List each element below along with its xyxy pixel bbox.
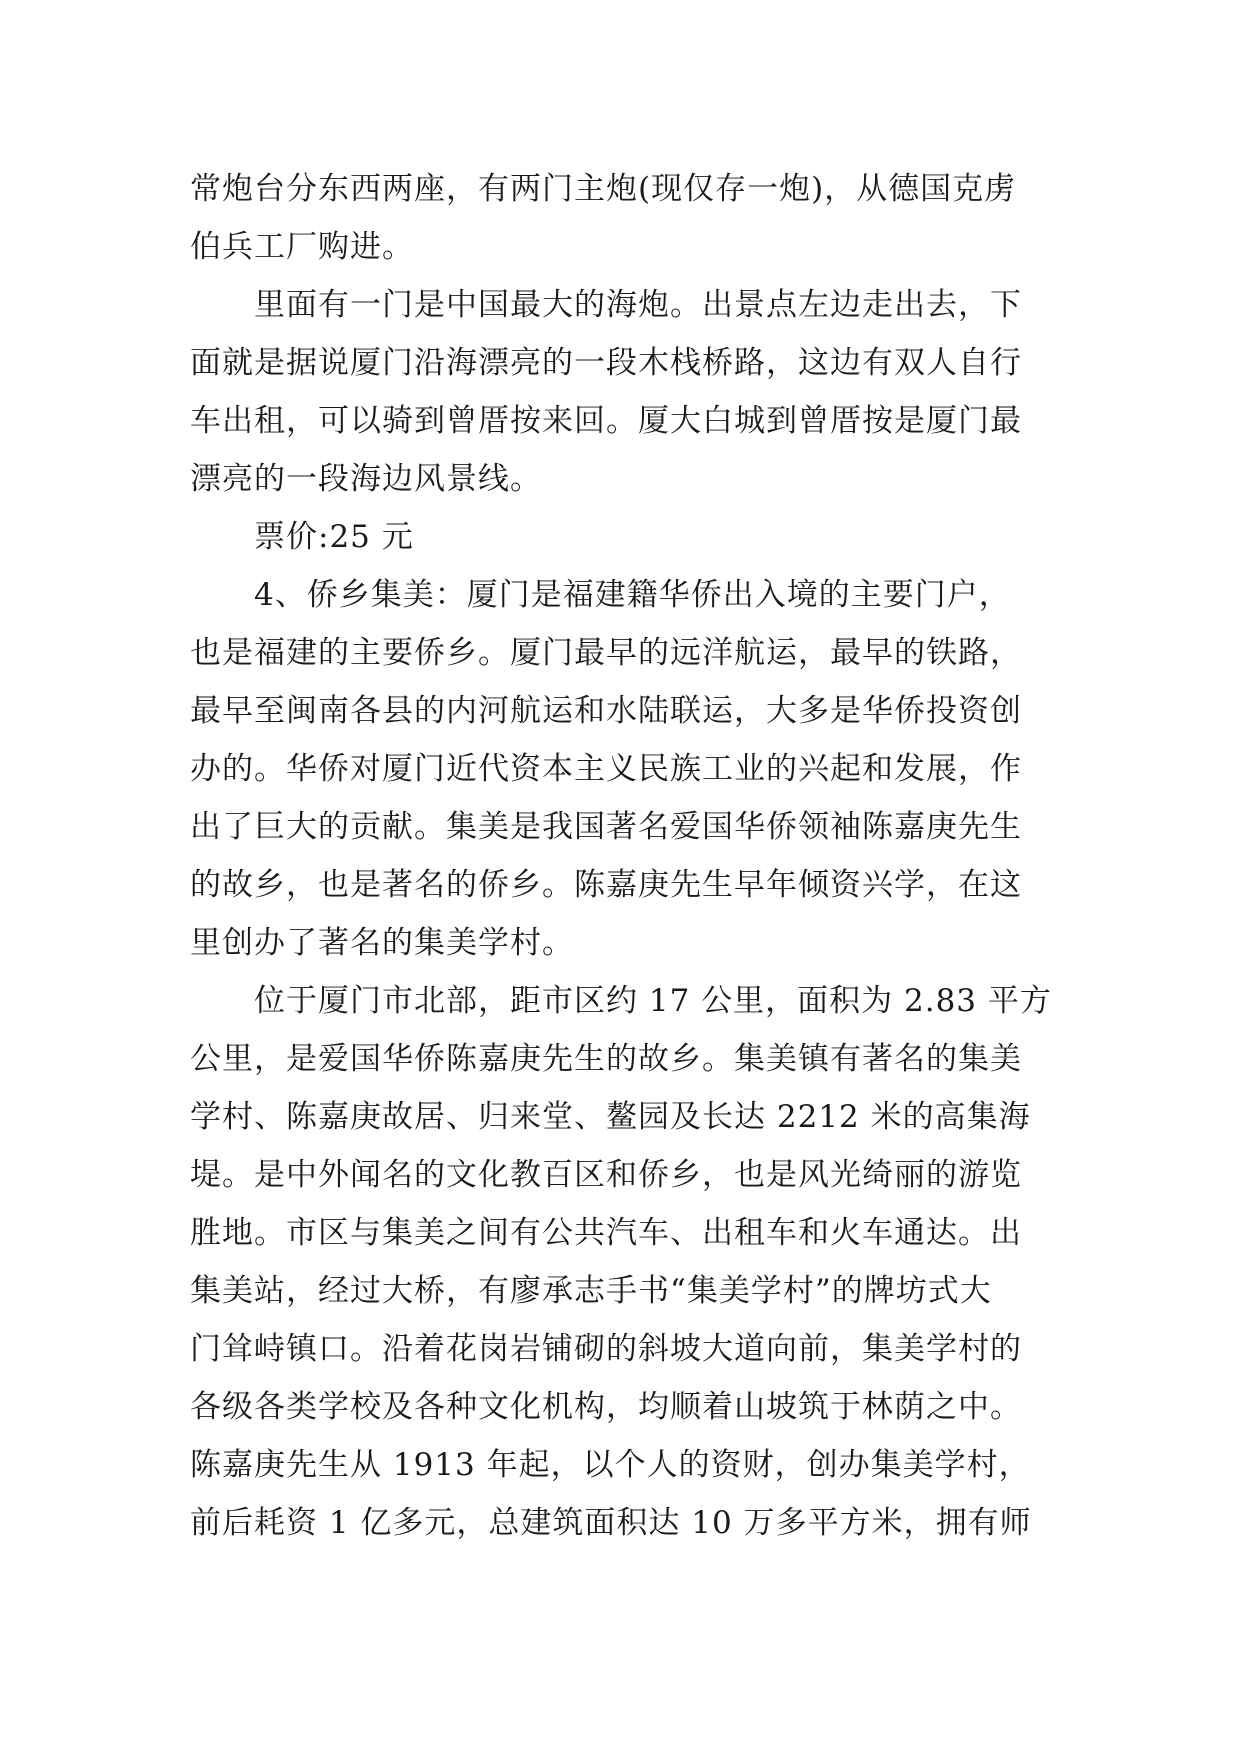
text-line: 漂亮的一段海边风景线。 bbox=[190, 461, 542, 497]
text-line: 伯兵工厂购进。 bbox=[190, 229, 414, 265]
text-line: 公里，是爱国华侨陈嘉庚先生的故乡。集美镇有著名的集美 bbox=[190, 1041, 1022, 1077]
text-line: 各级各类学校及各种文化机构，均顺着山坡筑于林荫之中。 bbox=[190, 1389, 1022, 1425]
text-line: 堤。是中外闻名的文化教百区和侨乡，也是风光绮丽的游览 bbox=[190, 1157, 1022, 1193]
text-line: 集美站，经过大桥，有廖承志手书“集美学村”的牌坊式大 bbox=[190, 1273, 992, 1309]
text-line: 常炮台分东西两座，有两门主炮(现仅存一炮)，从德国克虏 bbox=[190, 171, 1017, 207]
text-line: 也是福建的主要侨乡。厦门最早的远洋航运，最早的铁路， bbox=[190, 635, 1022, 671]
text-line: 学村、陈嘉庚故居、归来堂、鳌园及长达 2212 米的高集海 bbox=[190, 1099, 1031, 1135]
text-line: 里创办了著名的集美学村。 bbox=[190, 925, 574, 961]
text-line: 办的。华侨对厦门近代资本主义民族工业的兴起和发展，作 bbox=[190, 751, 1022, 787]
text-line: 面就是据说厦门沿海漂亮的一段木栈桥路，这边有双人自行 bbox=[190, 345, 1022, 381]
text-line: 的故乡，也是著名的侨乡。陈嘉庚先生早年倾资兴学，在这 bbox=[190, 867, 1022, 903]
body-text bbox=[190, 160, 1070, 1552]
text-line: 里面有一门是中国最大的海炮。出景点左边走出去，下 bbox=[254, 287, 1022, 323]
text-line: 门耸峙镇口。沿着花岗岩铺砌的斜坡大道向前，集美学村的 bbox=[190, 1331, 1022, 1367]
text-line: 票价:25 元 bbox=[254, 519, 414, 555]
text-line: 出了巨大的贡献。集美是我国著名爱国华侨领袖陈嘉庚先生 bbox=[190, 809, 1022, 845]
text-line: 最早至闽南各县的内河航运和水陆联运，大多是华侨投资创 bbox=[190, 693, 1022, 729]
text-line: 前后耗资 1 亿多元，总建筑面积达 10 万多平方米，拥有师 bbox=[190, 1505, 1032, 1541]
text-line: 胜地。市区与集美之间有公共汽车、出租车和火车通达。出 bbox=[190, 1215, 1022, 1251]
text-line: 位于厦门市北部，距市区约 17 公里，面积为 2.83 平方 bbox=[254, 983, 1052, 1019]
text-line: 陈嘉庚先生从 1913 年起，以个人的资财，创办集美学村， bbox=[190, 1447, 1031, 1483]
text-line: 车出租，可以骑到曾厝按来回。厦大白城到曾厝按是厦门最 bbox=[190, 403, 1022, 439]
text-line: 4、侨乡集美：厦门是福建籍华侨出入境的主要门户， bbox=[254, 577, 1011, 613]
